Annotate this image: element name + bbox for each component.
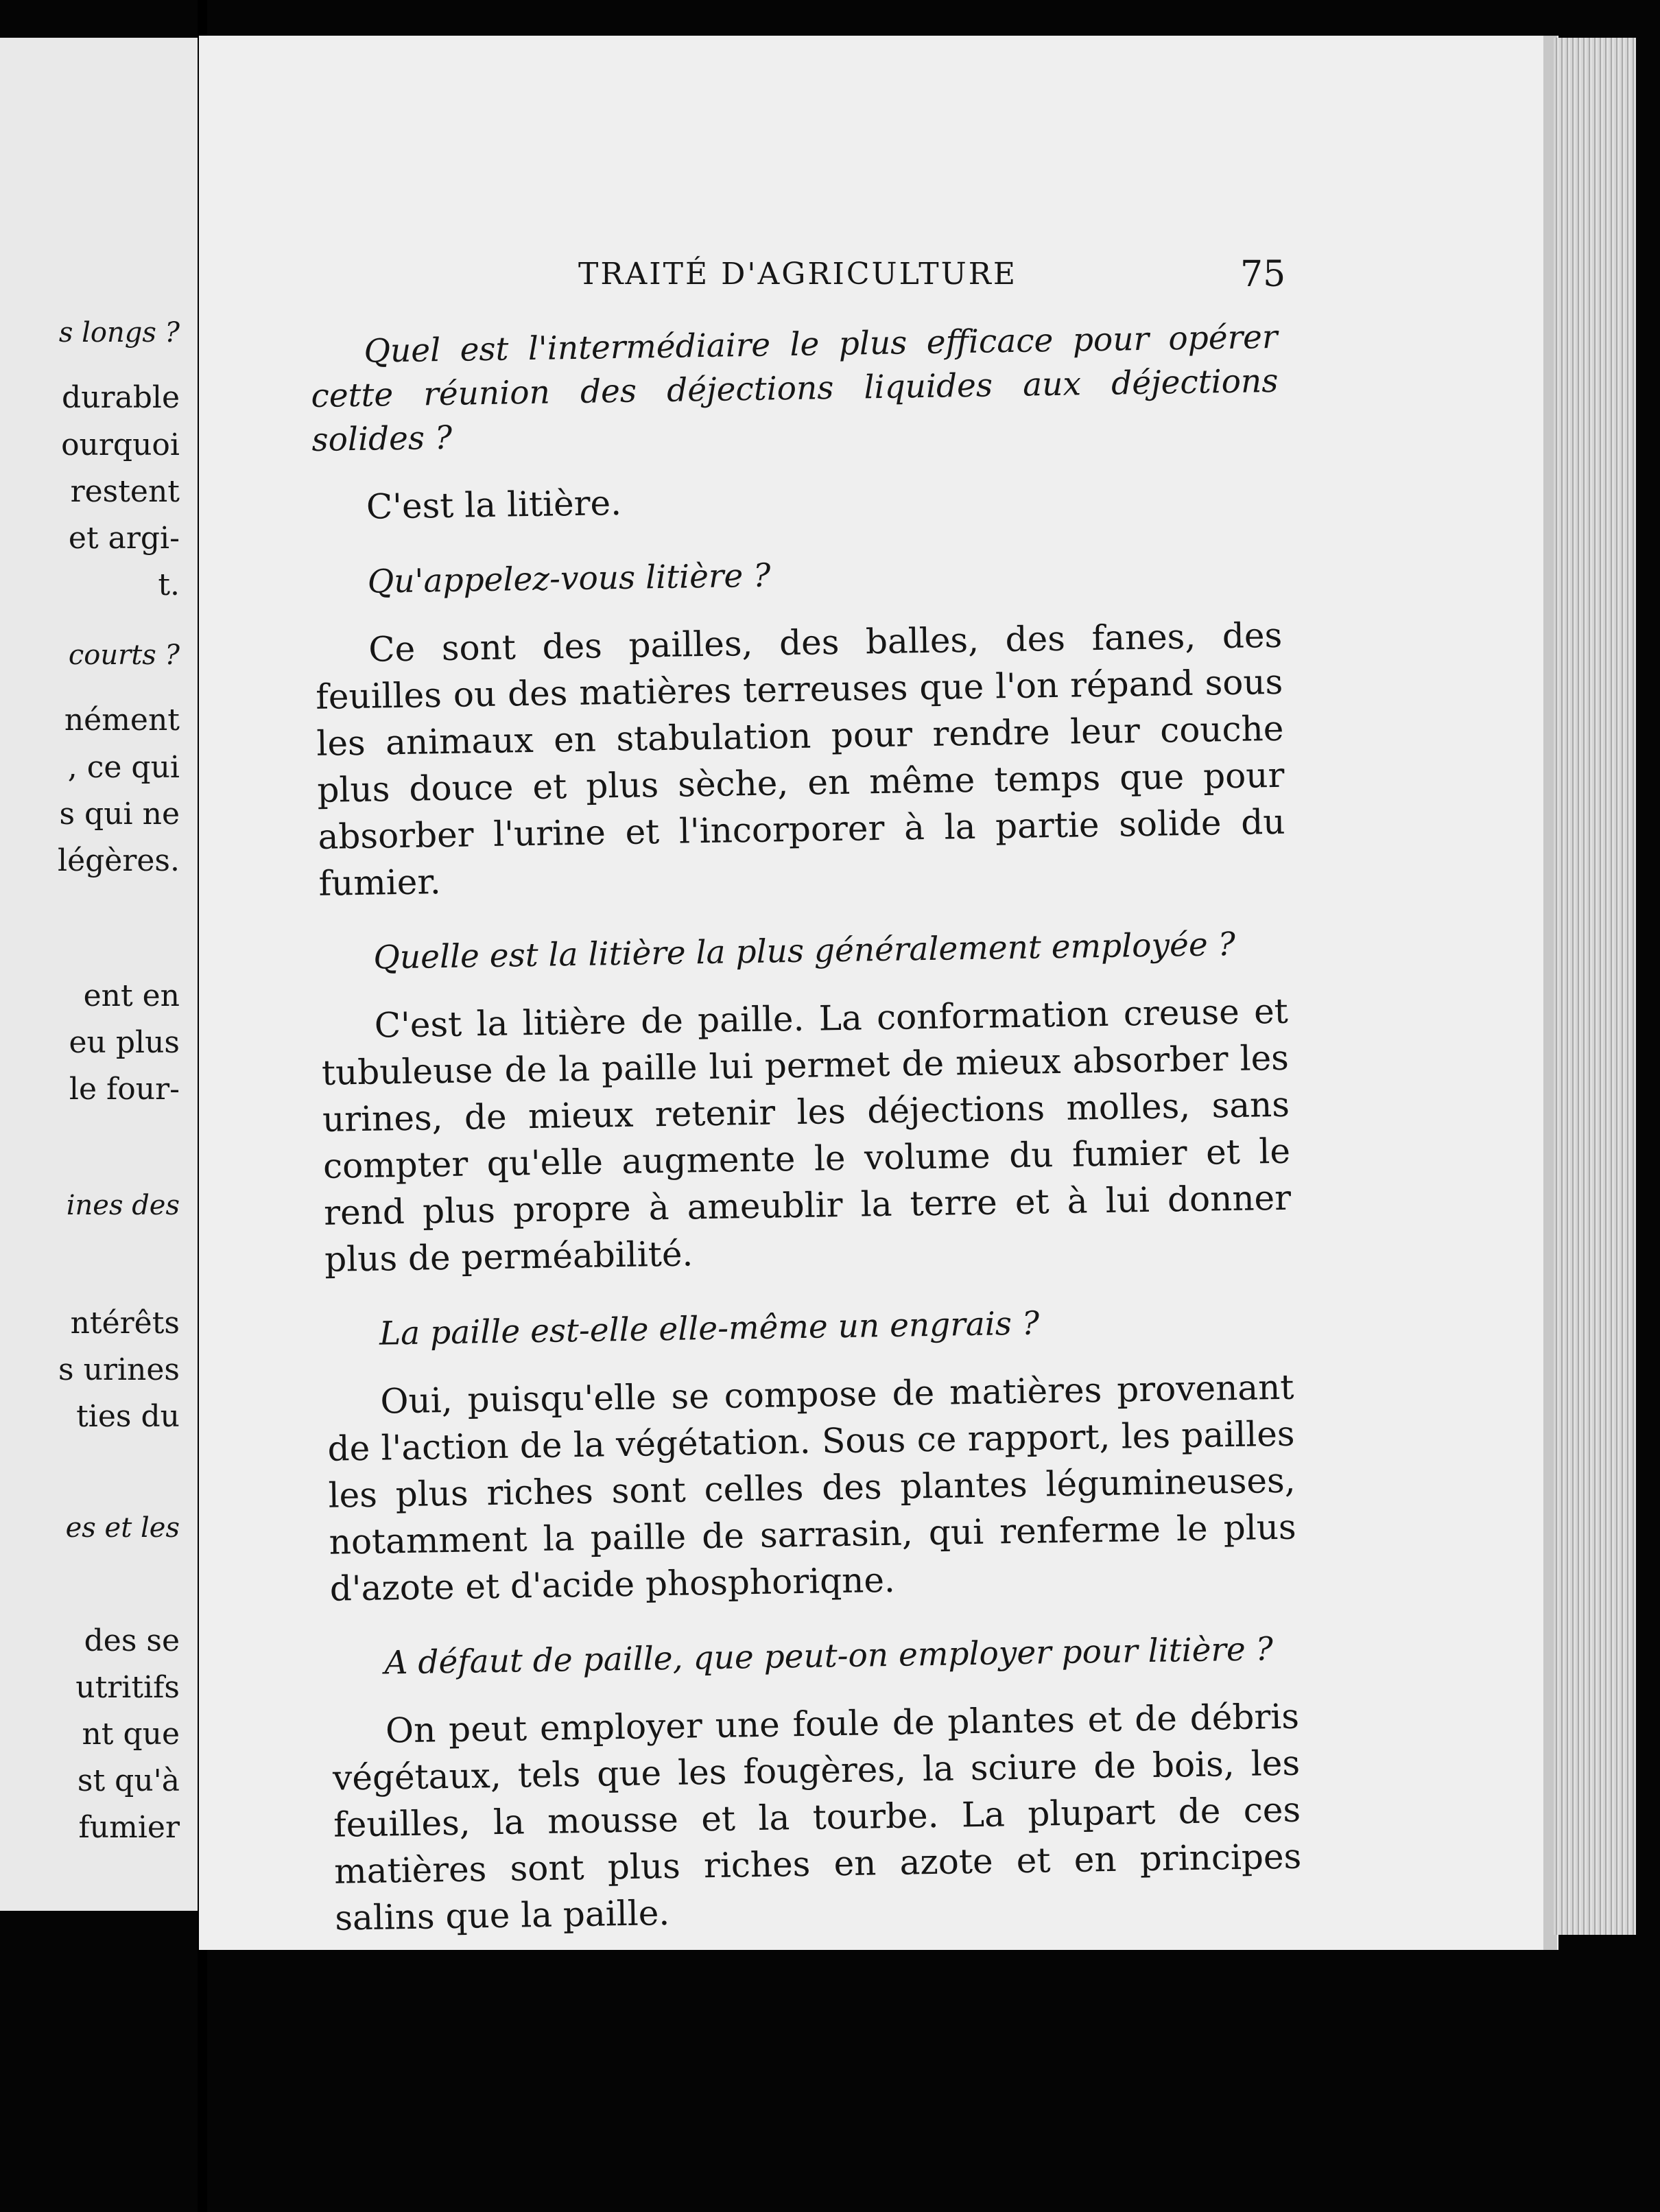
left-page-line: , ce qui: [67, 750, 180, 785]
question-paragraph: Quelle est la litière la plus généralement employée ?: [372, 925, 1236, 977]
left-page-line: nément: [64, 703, 180, 738]
question-paragraph: Quel est l'intermédiaire le plus efficace pour opérer cette réunion des déjections liquides aux déjections solides ?: [311, 318, 1279, 459]
left-page-line: fumier: [78, 1810, 180, 1845]
left-page-line: légères.: [58, 843, 180, 878]
left-page-line: es et les: [65, 1512, 180, 1544]
question-paragraph: A défaut de paille, que peut-on employer pour litière ?: [384, 1630, 1274, 1682]
answer-paragraph: On peut employer une foule de plantes et de débris végétaux, tels que les fougères, la sciure de bois, les feuilles, la mousse et la tourbe. La plupart de ces matières sont plus riches en azote et en principes salins que la paille.: [332, 1696, 1302, 1938]
left-page-line: ent en: [83, 978, 180, 1013]
left-page-line: utritifs: [75, 1670, 180, 1705]
left-page-line: le four-: [69, 1072, 180, 1107]
left-page-line: s longs ?: [58, 317, 180, 349]
page-stack-edge: [1554, 38, 1636, 1935]
question-paragraph: La paille est-elle elle-même un engrais ?: [379, 1304, 1040, 1353]
page-number: 75: [1240, 254, 1286, 295]
left-page-line: s qui ne: [59, 797, 180, 832]
question-paragraph: Qu'appelez-vous litière ?: [367, 556, 771, 601]
answer-paragraph: Oui, puisqu'elle se compose de matières provenant de l'action de la végétation. Sous ce rapport, les pailles les plus riches sont celles des plantes légumineuses, notamment la paille de sarrasin, qui renferme le plus d'azote et d'acide phosphoriqne.: [327, 1367, 1297, 1609]
left-page-line: ines des: [66, 1190, 180, 1221]
left-page-line: ntérêts: [70, 1306, 180, 1341]
left-page-line: et argi-: [68, 521, 180, 556]
left-page-line: ties du: [76, 1399, 180, 1434]
answer-paragraph: C'est la litière de paille. La conformation creuse et tubuleuse de la paille lui permet de mieux absorber les urines, de mieux retenir les déjections molles, sans compter qu'elle augmente le volume du fumier et le rend plus propre à ameublir la terre et à lui donner plus de perméabilité.: [321, 991, 1292, 1280]
answer-paragraph: Ce sont des pailles, des balles, des fanes, des feuilles ou des matières terreuses que l'on répand sous les animaux en stabulation pour rendre leur couche plus douce et plus sèche, en même temps que pour absorber l'urine et l'incorporer à la partie solide du fumier.: [315, 615, 1285, 904]
left-page-line: courts ?: [68, 639, 180, 671]
left-page-line: t.: [158, 567, 180, 602]
left-page-line: eu plus: [69, 1025, 180, 1060]
page-body: [310, 316, 1303, 1942]
left-facing-page: [0, 38, 198, 1911]
running-header: TRAITÉ D'AGRICULTURE: [578, 257, 1017, 292]
left-page-line: st qu'à: [77, 1763, 180, 1798]
answer-paragraph: C'est la litière.: [366, 482, 622, 527]
left-page-line: nt que: [82, 1717, 180, 1752]
left-page-line: des se: [84, 1623, 180, 1658]
left-page-line: restent: [70, 474, 180, 509]
left-page-line: durable: [61, 380, 180, 415]
left-page-line: ourquoi: [61, 427, 180, 462]
left-page-line: s urines: [58, 1352, 180, 1387]
